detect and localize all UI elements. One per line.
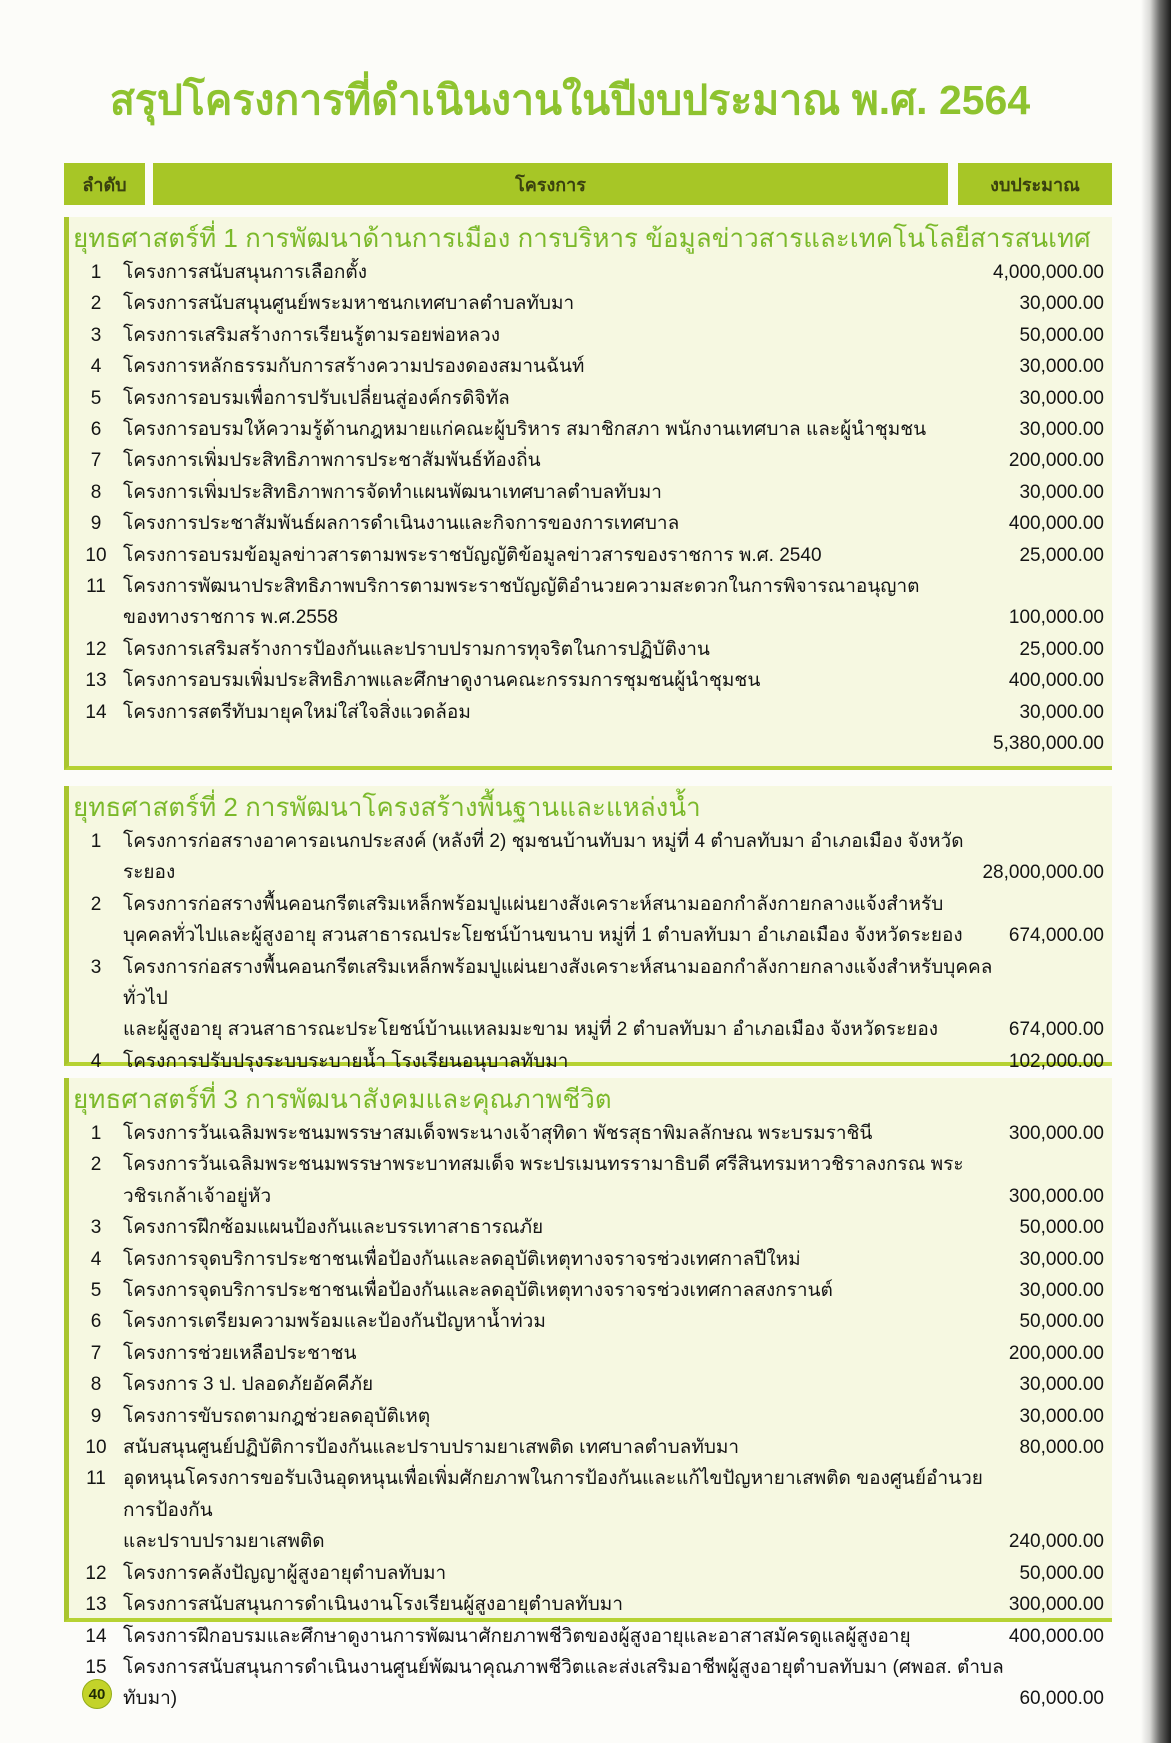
row-number: 1 bbox=[90, 1123, 102, 1144]
header-cell-project: โครงการ bbox=[153, 163, 948, 205]
project-row bbox=[69, 1652, 1104, 1715]
row-number: 3 bbox=[90, 956, 102, 978]
budget-amount: 25,000.00 bbox=[1019, 544, 1104, 566]
project-name-line: โครงการจุดบริการประชาชนเพื่อป้องกันและลดอุบัติเหตุทางจราจรช่วงเทศกาลปีใหม่ bbox=[123, 1248, 801, 1270]
project-name bbox=[123, 320, 1019, 351]
project-name bbox=[123, 1275, 1019, 1306]
budget-amount: 674,000.00 bbox=[1008, 1019, 1104, 1041]
row-number: 3 bbox=[90, 1217, 102, 1239]
project-name-line: โครงการสนับสนุนศูนย์พระมหาชนกเทศบาลตำบลทับมา bbox=[123, 293, 575, 315]
project-name bbox=[123, 1589, 1009, 1620]
project-name-line: โครงการ 3 ป. ปลอดภัยอัคคีภัย bbox=[123, 1374, 374, 1396]
project-row bbox=[69, 257, 1104, 288]
project-name bbox=[123, 571, 1009, 634]
budget-amount: 102,000.00 bbox=[1008, 1050, 1104, 1072]
project-name-line: และผู้สูงอายุ สวนสาธารณะประโยชน์บ้านแหลมมะขาม หมู่ที่ 2 ตำบลทับมา อำเภอเมือง จังหวัดระยอง bbox=[123, 1019, 939, 1041]
row-number: 9 bbox=[90, 513, 102, 535]
row-number: 15 bbox=[85, 1656, 107, 1678]
section-title: ยุทธศาสตร์ที่ 1 การพัฒนาด้านการเมือง การบริหาร ข้อมูลข่าวสารและเทคโนโลยีสารสนเทศ bbox=[73, 223, 1091, 253]
header-cell-order: ลำดับ bbox=[64, 163, 145, 205]
budget-amount: 50,000.00 bbox=[1019, 1217, 1104, 1239]
project-name-line: โครงการเตรียมความพร้อมและป้องกันปัญหาน้ำท่วม bbox=[123, 1311, 546, 1333]
row-number: 10 bbox=[85, 1437, 107, 1459]
budget-amount: 30,000.00 bbox=[1019, 293, 1104, 315]
budget-amount: 300,000.00 bbox=[1008, 1185, 1104, 1207]
section-rows bbox=[69, 824, 1104, 1109]
budget-amount: 30,000.00 bbox=[1019, 356, 1104, 378]
row-number: 5 bbox=[90, 1280, 102, 1302]
section-total-amount: 5,380,000.00 bbox=[993, 733, 1104, 755]
project-name-line: โครงการฝึกซ้อมแผนป้องกันและบรรเทาสาธารณภัย bbox=[123, 1217, 544, 1239]
budget-amount: 50,000.00 bbox=[1019, 324, 1104, 346]
project-name bbox=[123, 1369, 1019, 1400]
project-row bbox=[69, 1338, 1104, 1369]
row-number: 8 bbox=[90, 481, 102, 503]
project-name-line: โครงการประชาสัมพันธ์ผลการดำเนินงานและกิจการของการเทศบาล bbox=[123, 513, 680, 535]
project-name-line: โครงการก่อสรางพื้นคอนกรีตเสริมเหล็กพร้อมปูแผ่นยางสังเคราะห์สนามออกกำลังกายกลางแจ้งสำหรับบุคคลทั่วไป bbox=[123, 956, 993, 1010]
project-row bbox=[69, 697, 1104, 728]
project-name bbox=[123, 445, 1009, 476]
project-name bbox=[123, 1652, 1019, 1715]
row-number: 13 bbox=[85, 670, 107, 692]
row-number: 4 bbox=[90, 356, 102, 378]
project-name bbox=[123, 540, 1019, 571]
project-row bbox=[69, 952, 1104, 1046]
row-number: 14 bbox=[85, 1625, 107, 1647]
budget-amount: 28,000,000.00 bbox=[982, 862, 1104, 884]
project-row bbox=[69, 288, 1104, 319]
project-row bbox=[69, 1369, 1104, 1400]
project-row bbox=[69, 508, 1104, 539]
project-name-line: โครงการสนับสนุนการดำเนินงานโรงเรียนผู้สูงอายุตำบลทับมา bbox=[123, 1594, 624, 1616]
project-name bbox=[123, 414, 1019, 445]
budget-amount: 30,000.00 bbox=[1019, 387, 1104, 409]
project-name-line: โครงการปรับปรุงระบบระบายน้ำ โรงเรียนอนุบาลทับมา bbox=[123, 1050, 569, 1072]
project-row bbox=[69, 634, 1104, 665]
budget-amount: 300,000.00 bbox=[1008, 1123, 1104, 1144]
row-number: 13 bbox=[85, 1594, 107, 1616]
project-row bbox=[69, 383, 1104, 414]
project-name bbox=[123, 889, 1009, 952]
project-row bbox=[69, 351, 1104, 382]
project-name-line: โครงการอบรมเพิ่มประสิทธิภาพและศึกษาดูงานคณะกรรมการชุมชนผู้นำชุมชน bbox=[123, 670, 761, 692]
project-name bbox=[123, 1118, 1009, 1149]
budget-amount: 25,000.00 bbox=[1019, 638, 1104, 660]
project-name bbox=[123, 383, 1019, 414]
project-name bbox=[123, 1338, 1009, 1369]
project-row bbox=[69, 445, 1104, 476]
section-rows bbox=[69, 1116, 1104, 1715]
row-number: 4 bbox=[90, 1248, 102, 1270]
scan-edge-shadow bbox=[1141, 0, 1171, 1743]
budget-amount: 50,000.00 bbox=[1019, 1311, 1104, 1333]
budget-amount: 240,000.00 bbox=[1008, 1531, 1104, 1553]
project-row bbox=[69, 1244, 1104, 1275]
budget-amount: 30,000.00 bbox=[1019, 1280, 1104, 1302]
budget-amount: 4,000,000.00 bbox=[993, 262, 1104, 283]
project-row bbox=[69, 1589, 1104, 1620]
row-number: 7 bbox=[90, 1342, 102, 1364]
row-number: 7 bbox=[90, 450, 102, 472]
row-number: 6 bbox=[90, 419, 102, 441]
project-name-line: บุคคลทั่วไปและผู้สูงอายุ สวนสาธารณประโยชน์บ้านขนาบ หมู่ที่ 1 ตำบลทับมา อำเภอเมือง จังหวัดระยอง bbox=[123, 925, 963, 947]
row-number: 11 bbox=[86, 1468, 106, 1490]
row-number: 11 bbox=[86, 576, 106, 598]
project-row bbox=[69, 1275, 1104, 1306]
project-name bbox=[123, 351, 1019, 382]
budget-amount: 400,000.00 bbox=[1008, 1625, 1104, 1647]
project-name bbox=[123, 1463, 1009, 1557]
project-row bbox=[69, 1118, 1104, 1149]
project-row bbox=[69, 1212, 1104, 1243]
budget-amount: 30,000.00 bbox=[1019, 1248, 1104, 1270]
project-row bbox=[69, 477, 1104, 508]
project-row bbox=[69, 1558, 1104, 1589]
project-name-line: โครงการก่อสรางอาคารอเนกประสงค์ (หลังที่ 2) ชุมชนบ้านทับมา หมู่ที่ 4 ตำบลทับมา อำเภอเมือง จังหวัดระยอง bbox=[123, 831, 964, 884]
row-number: 9 bbox=[90, 1405, 102, 1427]
project-row bbox=[69, 414, 1104, 445]
budget-amount: 300,000.00 bbox=[1008, 1594, 1104, 1616]
budget-amount: 30,000.00 bbox=[1019, 1405, 1104, 1427]
project-row bbox=[69, 571, 1104, 634]
project-name-line: โครงการสตรีทับมายุคใหม่ใส่ใจสิ่งแวดล้อม bbox=[123, 701, 471, 723]
project-name-line: โครงการก่อสรางพื้นคอนกรีตเสริมเหล็กพร้อมปูแผ่นยางสังเคราะห์สนามออกกำลังกายกลางแจ้งสำหรับ bbox=[123, 893, 944, 915]
project-name bbox=[123, 1212, 1019, 1243]
project-name-line: โครงการเสริมสร้างการป้องกันและปราบปรามการทุจริตในการปฏิบัติงาน bbox=[123, 638, 710, 660]
section-rows bbox=[69, 255, 1104, 760]
project-name-line: สนับสนุนศูนย์ปฏิบัติการป้องกันและปราบปรามยาเสพติด เทศบาลตำบลทับมา bbox=[123, 1437, 740, 1459]
budget-amount: 30,000.00 bbox=[1019, 419, 1104, 441]
row-number: 3 bbox=[90, 324, 102, 346]
project-name bbox=[123, 1244, 1019, 1275]
project-name-line: โครงการคลังปัญญาผู้สูงอายุตำบลทับมา bbox=[123, 1562, 447, 1584]
section-total-row bbox=[69, 728, 1104, 759]
project-name-line: โครงการเพิ่มประสิทธิภาพการจัดทำแผนพัฒนาเทศบาลตำบลทับมา bbox=[123, 481, 662, 503]
project-name bbox=[123, 1149, 1009, 1212]
project-name-line: โครงการอบรมข้อมูลข่าวสารตามพระราชบัญญัติข้อมูลข่าวสารของราชการ พ.ศ. 2540 bbox=[123, 544, 822, 566]
project-name-line: โครงการเสริมสร้างการเรียนรู้ตามรอยพ่อหลวง bbox=[123, 324, 501, 346]
section-title: ยุทธศาสตร์ที่ 3 การพัฒนาสังคมและคุณภาพชีวิต bbox=[73, 1084, 612, 1114]
row-number: 2 bbox=[90, 893, 102, 915]
project-name bbox=[123, 1432, 1019, 1463]
project-row bbox=[69, 1149, 1104, 1212]
project-name bbox=[123, 257, 993, 288]
project-name-line: โครงการวันเฉลิมพระชนมพรรษาสมเด็จพระนางเจ้าสุทิดา พัชรสุธาพิมลลักษณ พระบรมราชินี bbox=[123, 1123, 873, 1144]
budget-amount: 100,000.00 bbox=[1008, 607, 1104, 629]
project-name-line: อุดหนุนโครงการขอรับเงินอุดหนุนเพื่อเพิ่มศักยภาพในการป้องกันและแก้ไขปัญหายาเสพติด ของศูนย์อำนวยการป้องกัน bbox=[123, 1468, 983, 1521]
project-name-line: โครงการวันเฉลิมพระชนมพรรษาพระบาทสมเด็จ พระปรเมนทรรามาธิบดี ศรีสินทรมหาวชิราลงกรณ พระวชิรเกล้าเจ้าอยู่หัว bbox=[123, 1154, 964, 1207]
project-name-line: โครงการหลักธรรมกับการสร้างความปรองดองสมานฉันท์ bbox=[123, 356, 585, 378]
section-title: ยุทธศาสตร์ที่ 2 การพัฒนาโครงสร้างพื้นฐานและแหล่งน้ำ bbox=[73, 792, 701, 822]
project-row bbox=[69, 1432, 1104, 1463]
budget-amount: 80,000.00 bbox=[1019, 1437, 1104, 1459]
project-row bbox=[69, 540, 1104, 571]
project-name-line: โครงการเพิ่มประสิทธิภาพการประชาสัมพันธ์ท้องถิ่น bbox=[123, 450, 541, 472]
project-name bbox=[123, 1621, 1009, 1652]
row-number: 5 bbox=[90, 387, 102, 409]
project-name bbox=[123, 1046, 1009, 1077]
project-name bbox=[123, 1306, 1019, 1337]
row-number: 12 bbox=[85, 1562, 107, 1584]
page-number-badge: 40 bbox=[82, 1679, 112, 1709]
row-number: 1 bbox=[90, 831, 102, 852]
budget-amount: 30,000.00 bbox=[1019, 1374, 1104, 1396]
row-number: 10 bbox=[85, 544, 107, 566]
row-number: 6 bbox=[90, 1311, 102, 1333]
project-name-line: โครงการจุดบริการประชาชนเพื่อป้องกันและลดอุบัติเหตุทางจราจรช่วงเทศกาลสงกรานต์ bbox=[123, 1280, 833, 1302]
project-name-line: โครงการสนับสนุนการดำเนินงานศูนย์พัฒนาคุณภาพชีวิตและส่งเสริมอาชีพผู้สูงอายุตำบลทับมา (ศพอส. ตำบลทับมา) bbox=[123, 1656, 1004, 1710]
header-cell-budget: งบประมาณ bbox=[958, 163, 1112, 205]
project-name-line: โครงการอบรมเพื่อการปรับเปลี่ยนสู่องค์กรดิจิทัล bbox=[123, 387, 510, 409]
project-row bbox=[69, 1306, 1104, 1337]
budget-amount: 30,000.00 bbox=[1019, 481, 1104, 503]
project-name-line: โครงการขับรถตามกฎช่วยลดอุบัติเหตุ bbox=[123, 1405, 431, 1427]
budget-amount: 50,000.00 bbox=[1019, 1562, 1104, 1584]
project-row bbox=[69, 889, 1104, 952]
budget-amount: 200,000.00 bbox=[1008, 1342, 1104, 1364]
project-name-line: โครงการฝึกอบรมและศึกษาดูงานการพัฒนาศักยภาพชีวิตของผู้สูงอายุและอาสาสมัครดูแลผู้สูงอายุ bbox=[123, 1625, 911, 1647]
budget-amount: 674,000.00 bbox=[1008, 925, 1104, 947]
budget-amount: 60,000.00 bbox=[1019, 1688, 1104, 1710]
strategy-section-1 bbox=[64, 217, 1112, 770]
project-name-line: โครงการพัฒนาประสิทธิภาพบริการตามพระราชบัญญัติอำนวยความสะดวกในการพิจารณาอนุญาต bbox=[123, 576, 920, 598]
budget-amount: 400,000.00 bbox=[1008, 513, 1104, 535]
project-name bbox=[123, 665, 1009, 696]
project-name bbox=[123, 1401, 1019, 1432]
row-number: 2 bbox=[90, 1154, 102, 1176]
project-name bbox=[123, 288, 1019, 319]
project-row bbox=[69, 1046, 1104, 1077]
project-row bbox=[69, 665, 1104, 696]
row-number: 1 bbox=[90, 262, 102, 283]
strategy-section-2 bbox=[64, 786, 1112, 1072]
row-number: 8 bbox=[90, 1374, 102, 1396]
project-name-line: และปราบปรามยาเสพติด bbox=[123, 1531, 325, 1553]
project-name-line: โครงการอบรมให้ความรู้ด้านกฎหมายแก่คณะผู้บริหาร สมาชิกสภา พนักงานเทศบาล และผู้นำชุมชน bbox=[123, 419, 927, 441]
project-name bbox=[123, 477, 1019, 508]
project-name bbox=[123, 697, 1019, 728]
project-name bbox=[123, 508, 1009, 539]
page-title: สรุปโครงการที่ดำเนินงานในปีงบประมาณ พ.ศ. 2564 bbox=[109, 77, 1031, 123]
budget-amount: 400,000.00 bbox=[1008, 670, 1104, 692]
project-name-line: ของทางราชการ พ.ศ.2558 bbox=[123, 607, 338, 629]
project-name bbox=[123, 634, 1019, 665]
project-name-line: โครงการช่วยเหลือประชาชน bbox=[123, 1342, 357, 1364]
row-number: 4 bbox=[90, 1050, 102, 1072]
project-row bbox=[69, 1621, 1104, 1652]
project-name bbox=[123, 1558, 1019, 1589]
row-number: 14 bbox=[85, 701, 107, 723]
row-number: 2 bbox=[90, 293, 102, 315]
project-row bbox=[69, 1463, 1104, 1557]
budget-amount: 200,000.00 bbox=[1008, 450, 1104, 472]
strategy-section-3 bbox=[64, 1078, 1112, 1710]
project-row bbox=[69, 826, 1104, 889]
project-name bbox=[123, 952, 1009, 1046]
budget-amount: 30,000.00 bbox=[1019, 701, 1104, 723]
project-name bbox=[123, 826, 982, 889]
project-row bbox=[69, 1401, 1104, 1432]
row-number: 12 bbox=[85, 638, 107, 660]
project-name-line: โครงการสนับสนุนการเลือกตั้ง bbox=[123, 262, 368, 283]
project-row bbox=[69, 320, 1104, 351]
